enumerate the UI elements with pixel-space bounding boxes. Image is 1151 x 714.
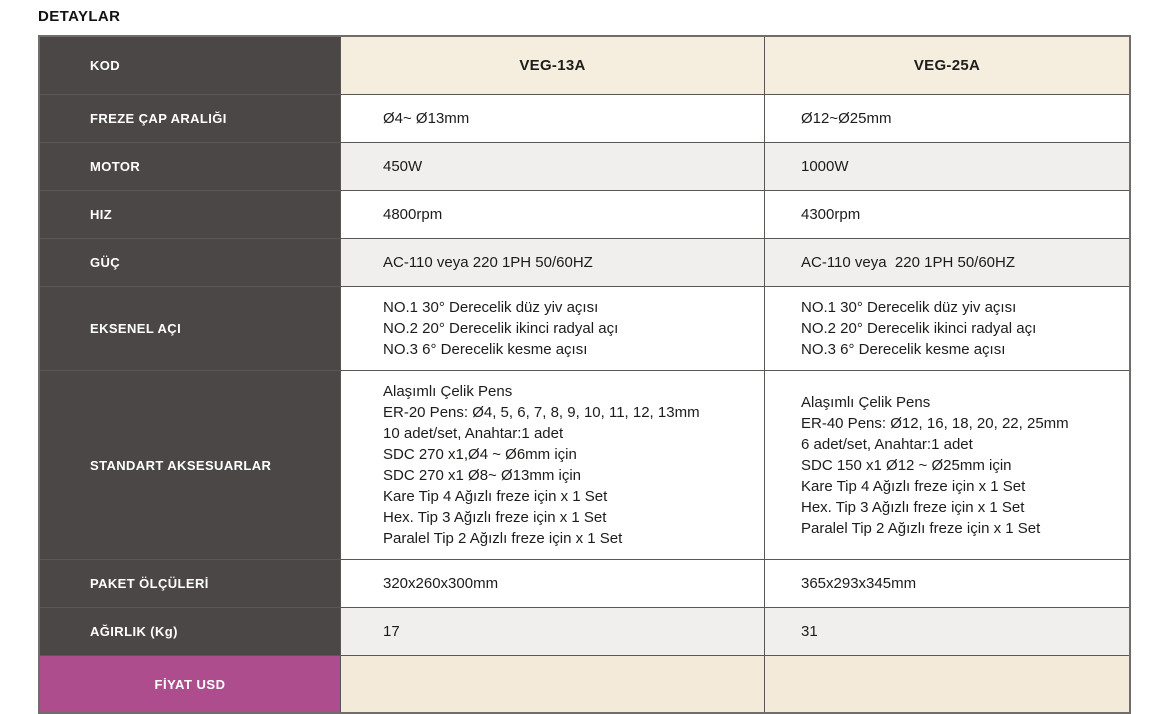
page-title: DETAYLAR: [38, 8, 121, 25]
cell-veg25a: 31: [764, 608, 1129, 655]
price-row-label: FİYAT USD: [40, 656, 340, 712]
row-label: PAKET ÖLÇÜLERİ: [40, 560, 340, 607]
table-row-freze-cap-araligi: [40, 94, 1129, 142]
price-cell-veg13a: [340, 656, 764, 712]
cell-veg25a: 1000W: [764, 143, 1129, 190]
table-row-fiyat-usd: [40, 655, 1129, 712]
cell-veg13a: AC-110 veya 220 1PH 50/60HZ: [340, 239, 764, 286]
table-row-motor: [40, 142, 1129, 190]
column-header-veg-13a: VEG-13A: [340, 37, 764, 94]
cell-veg13a: Ø4~ Ø13mm: [340, 95, 764, 142]
row-label: EKSENEL AÇI: [40, 287, 340, 370]
cell-veg13a: 320x260x300mm: [340, 560, 764, 607]
row-label: GÜÇ: [40, 239, 340, 286]
row-label: FREZE ÇAP ARALIĞI: [40, 95, 340, 142]
table-row-standart-aksesuarlar: [40, 370, 1129, 559]
row-label: HIZ: [40, 191, 340, 238]
table-row-agirlik: [40, 607, 1129, 655]
header-row: [40, 37, 1129, 94]
table-row-guc: [40, 238, 1129, 286]
table-row-eksenel-aci: [40, 286, 1129, 370]
cell-veg13a: NO.1 30° Derecelik düz yiv açısı NO.2 20° Derecelik ikinci radyal açı NO.3 6° Derecelik kesme açısı: [340, 287, 764, 370]
row-label: STANDART AKSESUARLAR: [40, 371, 340, 559]
row-label: AĞIRLIK (Kg): [40, 608, 340, 655]
table-row-paket-olculeri: [40, 559, 1129, 607]
price-cell-veg25a: [764, 656, 1129, 712]
cell-veg13a: 4800rpm: [340, 191, 764, 238]
table-row-hiz: [40, 190, 1129, 238]
cell-veg25a: 4300rpm: [764, 191, 1129, 238]
cell-veg25a: 365x293x345mm: [764, 560, 1129, 607]
header-label-kod: KOD: [40, 37, 340, 94]
cell-veg25a: Alaşımlı Çelik Pens ER-40 Pens: Ø12, 16, 18, 20, 22, 25mm 6 adet/set, Anahtar:1 adet SDC 150 x1 Ø12 ~ Ø25mm için Kare Tip 4 Ağızlı freze için x 1 Set Hex. Tip 3 Ağızlı freze için x 1 Set Paralel Tip 2 Ağızlı freze için x 1 Set: [764, 371, 1129, 559]
cell-veg25a: AC-110 veya 220 1PH 50/60HZ: [764, 239, 1129, 286]
cell-veg13a: 450W: [340, 143, 764, 190]
cell-veg25a: Ø12~Ø25mm: [764, 95, 1129, 142]
column-header-veg-25a: VEG-25A: [764, 37, 1129, 94]
cell-veg13a: Alaşımlı Çelik Pens ER-20 Pens: Ø4, 5, 6, 7, 8, 9, 10, 11, 12, 13mm 10 adet/set, Anahtar:1 adet SDC 270 x1,Ø4 ~ Ø6mm için SDC 270 x1 Ø8~ Ø13mm için Kare Tip 4 Ağızlı freze için x 1 Set Hex. Tip 3 Ağızlı freze için x 1 Set Paralel Tip 2 Ağızlı freze için x 1 Set: [340, 371, 764, 559]
cell-veg25a: NO.1 30° Derecelik düz yiv açısı NO.2 20° Derecelik ikinci radyal açı NO.3 6° Derecelik kesme açısı: [764, 287, 1129, 370]
cell-veg13a: 17: [340, 608, 764, 655]
row-label: MOTOR: [40, 143, 340, 190]
product-spec-table: [38, 35, 1131, 714]
